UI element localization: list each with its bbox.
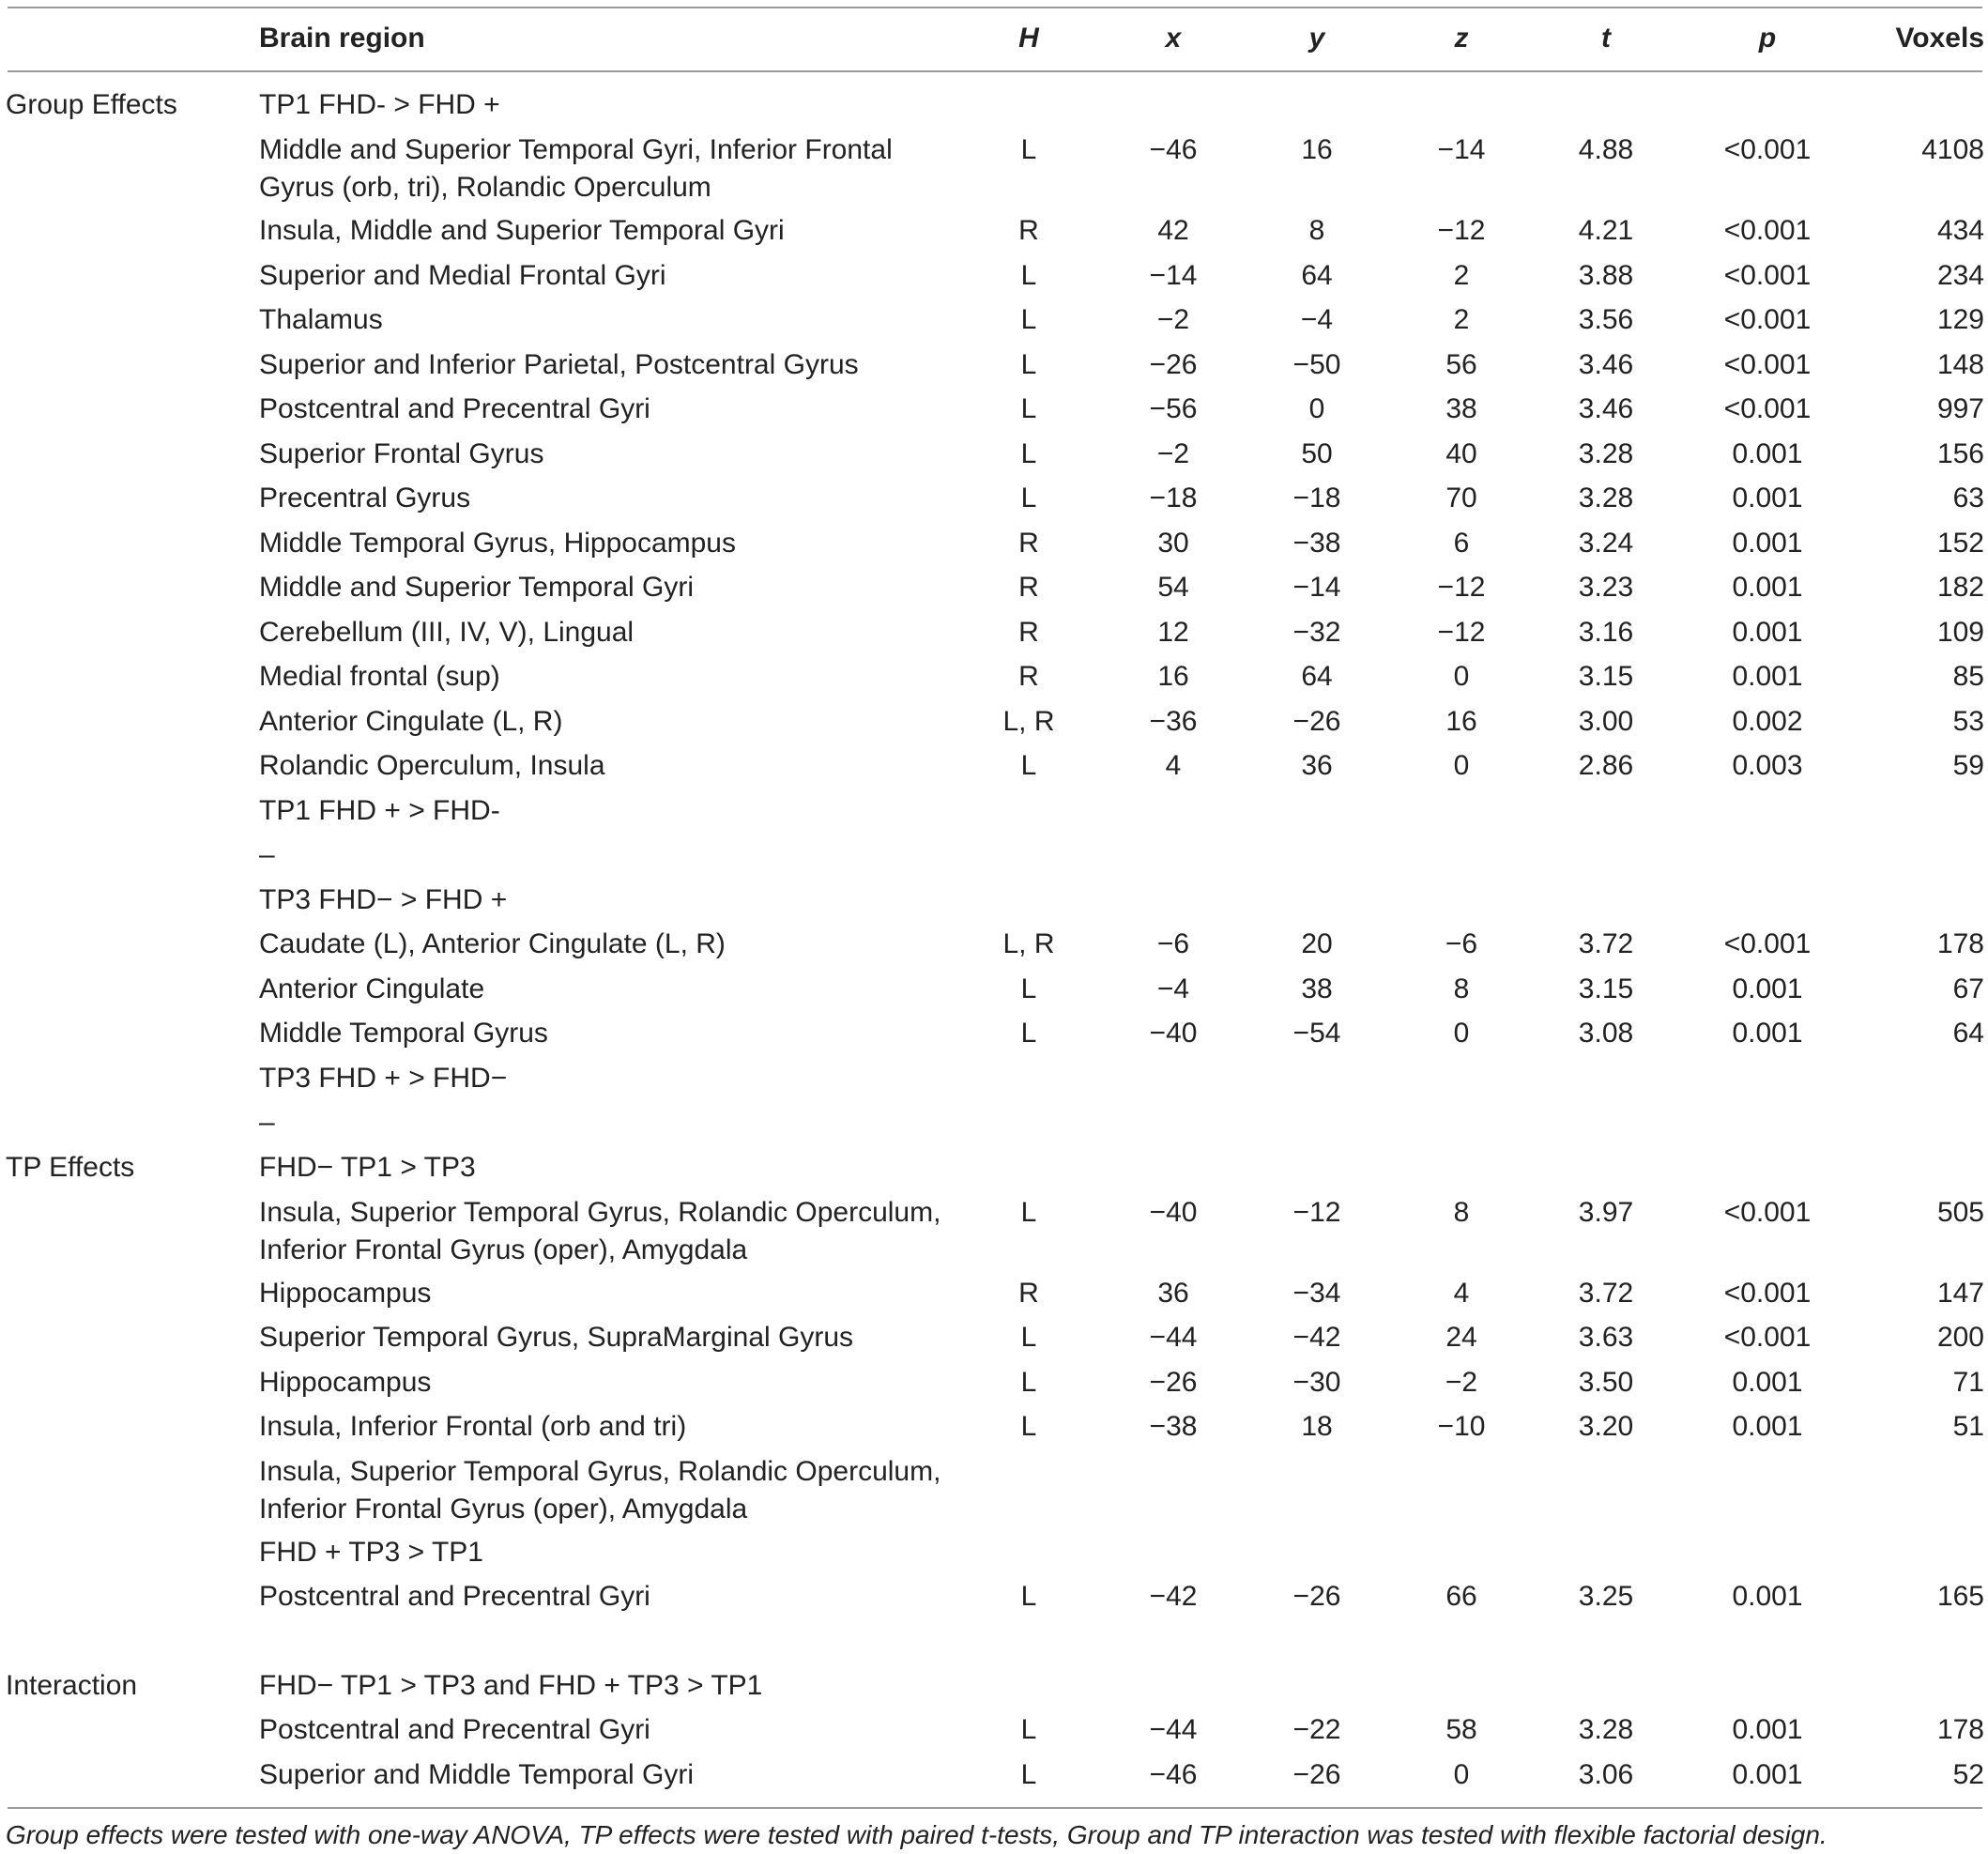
- group-label: Group Effects: [6, 89, 177, 120]
- brain-region-cell: Superior Temporal Gyrus, SupraMarginal Gyrus: [259, 1322, 854, 1353]
- t-value-cell: 3.06: [1578, 1759, 1634, 1790]
- p-value-cell: 0.001: [1732, 661, 1803, 692]
- p-value-cell: 0.001: [1732, 1411, 1803, 1442]
- t-value-cell: 3.15: [1578, 661, 1634, 692]
- x-coordinate-cell: −56: [1149, 393, 1198, 424]
- voxels-cell: 178: [1936, 928, 1984, 959]
- x-coordinate-cell: −14: [1149, 260, 1198, 291]
- p-value-cell: 0.001: [1732, 483, 1803, 513]
- y-coordinate-cell: −26: [1292, 1581, 1341, 1612]
- x-coordinate-cell: −44: [1149, 1322, 1198, 1353]
- p-value-cell: <0.001: [1723, 134, 1812, 165]
- t-value-cell: 3.23: [1578, 572, 1634, 603]
- voxels-cell: 178: [1936, 1714, 1984, 1745]
- x-coordinate-cell: −42: [1149, 1581, 1198, 1612]
- header-t: t: [1601, 23, 1611, 54]
- t-value-cell: 3.72: [1578, 928, 1634, 959]
- z-coordinate-cell: 56: [1445, 349, 1477, 380]
- brain-region-cell: Superior and Inferior Parietal, Postcentral Gyrus: [259, 349, 859, 380]
- brain-region-cell: Postcentral and Precentral Gyri: [259, 393, 650, 424]
- hemisphere-cell: L: [1020, 1322, 1037, 1353]
- bottom-rule: [8, 1807, 1982, 1809]
- hemisphere-cell: R: [1018, 1278, 1039, 1309]
- t-value-cell: 3.08: [1578, 1018, 1634, 1049]
- brain-region-cell: FHD + TP3 > TP1: [259, 1537, 483, 1568]
- brain-region-cell: Middle and Superior Temporal Gyri, Inferior Frontal: [259, 134, 893, 165]
- hemisphere-cell: L, R: [1002, 928, 1055, 959]
- voxels-cell: 234: [1936, 260, 1984, 291]
- hemisphere-cell: R: [1018, 572, 1039, 603]
- brain-region-cell: FHD− TP1 > TP3 and FHD + TP3 > TP1: [259, 1670, 763, 1701]
- p-value-cell: <0.001: [1723, 304, 1812, 335]
- y-coordinate-cell: 18: [1301, 1411, 1333, 1442]
- t-value-cell: 3.16: [1578, 617, 1634, 648]
- x-coordinate-cell: 42: [1157, 215, 1189, 246]
- brain-region-cell: TP1 FHD + > FHD-: [259, 795, 500, 826]
- voxels-cell: 85: [1952, 661, 1984, 692]
- z-coordinate-cell: 2: [1453, 260, 1470, 291]
- voxels-cell: 147: [1936, 1278, 1984, 1309]
- brain-region-cell: Cerebellum (III, IV, V), Lingual: [259, 617, 635, 648]
- t-value-cell: 3.28: [1578, 1714, 1634, 1745]
- p-value-cell: 0.001: [1732, 528, 1803, 559]
- voxels-cell: 434: [1936, 215, 1984, 246]
- p-value-cell: <0.001: [1723, 928, 1812, 959]
- p-value-cell: 0.001: [1732, 1367, 1803, 1398]
- brain-region-cell: Insula, Superior Temporal Gyrus, Rolandic Operculum,: [259, 1456, 941, 1487]
- t-value-cell: 3.63: [1578, 1322, 1634, 1353]
- p-value-cell: 0.001: [1732, 572, 1803, 603]
- hemisphere-cell: L: [1020, 1018, 1037, 1049]
- brain-region-cell: Middle and Superior Temporal Gyri: [259, 572, 694, 603]
- x-coordinate-cell: −46: [1149, 1759, 1198, 1790]
- t-value-cell: 3.50: [1578, 1367, 1634, 1398]
- p-value-cell: 0.001: [1732, 617, 1803, 648]
- t-value-cell: 3.28: [1578, 483, 1634, 513]
- y-coordinate-cell: 50: [1301, 438, 1333, 469]
- brain-region-cell: Precentral Gyrus: [259, 483, 471, 513]
- x-coordinate-cell: −44: [1149, 1714, 1198, 1745]
- brain-region-cell: TP3 FHD− > FHD +: [259, 884, 508, 915]
- t-value-cell: 3.72: [1578, 1278, 1634, 1309]
- x-coordinate-cell: −26: [1149, 349, 1198, 380]
- voxels-cell: 200: [1936, 1322, 1984, 1353]
- y-coordinate-cell: 20: [1301, 928, 1333, 959]
- voxels-cell: 52: [1952, 1759, 1984, 1790]
- hemisphere-cell: L: [1020, 1714, 1037, 1745]
- hemisphere-cell: L: [1020, 1367, 1037, 1398]
- x-coordinate-cell: −4: [1156, 973, 1190, 1004]
- voxels-cell: 182: [1936, 572, 1984, 603]
- brain-region-cell: Superior Frontal Gyrus: [259, 438, 544, 469]
- brain-region-cell: Hippocampus: [259, 1367, 432, 1398]
- x-coordinate-cell: −40: [1149, 1018, 1198, 1049]
- y-coordinate-cell: −34: [1292, 1278, 1341, 1309]
- x-coordinate-cell: −2: [1156, 438, 1190, 469]
- voxels-cell: 4108: [1921, 134, 1984, 165]
- hemisphere-cell: L: [1020, 483, 1037, 513]
- t-value-cell: 3.46: [1578, 393, 1634, 424]
- z-coordinate-cell: 58: [1445, 1714, 1477, 1745]
- p-value-cell: <0.001: [1723, 260, 1812, 291]
- z-coordinate-cell: 8: [1453, 1197, 1470, 1228]
- y-coordinate-cell: −12: [1292, 1197, 1341, 1228]
- brain-region-cell: Anterior Cingulate (L, R): [259, 706, 563, 737]
- y-coordinate-cell: −54: [1292, 1018, 1341, 1049]
- voxels-cell: 59: [1952, 750, 1984, 781]
- y-coordinate-cell: −26: [1292, 1759, 1341, 1790]
- table-footnote: Group effects were tested with one-way ANOVA, TP effects were tested with paired t-tests, Group and TP interaction was tested with flexible factorial design.: [6, 1820, 1827, 1849]
- voxels-cell: 152: [1936, 528, 1984, 559]
- t-value-cell: 3.25: [1578, 1581, 1634, 1612]
- p-value-cell: 0.001: [1732, 438, 1803, 469]
- brain-region-cell: Hippocampus: [259, 1278, 432, 1309]
- y-coordinate-cell: 0: [1308, 393, 1325, 424]
- z-coordinate-cell: 2: [1453, 304, 1470, 335]
- brain-region-cell: Insula, Middle and Superior Temporal Gyri: [259, 215, 785, 246]
- hemisphere-cell: L: [1020, 973, 1037, 1004]
- hemisphere-cell: L: [1020, 260, 1037, 291]
- brain-region-cell: –: [259, 1107, 275, 1138]
- x-coordinate-cell: 36: [1157, 1278, 1189, 1309]
- x-coordinate-cell: −38: [1149, 1411, 1198, 1442]
- hemisphere-cell: L: [1020, 134, 1037, 165]
- z-coordinate-cell: 16: [1445, 706, 1477, 737]
- z-coordinate-cell: 0: [1453, 1759, 1470, 1790]
- y-coordinate-cell: −22: [1292, 1714, 1341, 1745]
- hemisphere-cell: L: [1020, 1197, 1037, 1228]
- x-coordinate-cell: −46: [1149, 134, 1198, 165]
- brain-region-cell: TP1 FHD- > FHD +: [259, 89, 500, 120]
- header-brain-region: Brain region: [259, 23, 425, 54]
- header-voxels: Voxels: [1895, 23, 1984, 54]
- brain-region-cell: TP3 FHD + > FHD−: [259, 1063, 508, 1094]
- header-z: z: [1454, 23, 1469, 54]
- hemisphere-cell: R: [1018, 661, 1039, 692]
- z-coordinate-cell: −2: [1445, 1367, 1478, 1398]
- y-coordinate-cell: −42: [1292, 1322, 1341, 1353]
- p-value-cell: <0.001: [1723, 1278, 1812, 1309]
- voxels-cell: 51: [1952, 1411, 1984, 1442]
- group-label: TP Effects: [6, 1152, 135, 1183]
- t-value-cell: 3.15: [1578, 973, 1634, 1004]
- z-coordinate-cell: −12: [1437, 215, 1486, 246]
- x-coordinate-cell: 30: [1157, 528, 1189, 559]
- brain-region-cell: Postcentral and Precentral Gyri: [259, 1714, 650, 1745]
- y-coordinate-cell: −4: [1300, 304, 1334, 335]
- z-coordinate-cell: 0: [1453, 750, 1470, 781]
- p-value-cell: 0.001: [1732, 1759, 1803, 1790]
- voxels-cell: 165: [1936, 1581, 1984, 1612]
- t-value-cell: 3.56: [1578, 304, 1634, 335]
- t-value-cell: 3.28: [1578, 438, 1634, 469]
- p-value-cell: 0.002: [1732, 706, 1803, 737]
- header-y: y: [1308, 23, 1325, 54]
- z-coordinate-cell: 0: [1453, 661, 1470, 692]
- z-coordinate-cell: 24: [1445, 1322, 1477, 1353]
- voxels-cell: 148: [1936, 349, 1984, 380]
- hemisphere-cell: L: [1020, 1759, 1037, 1790]
- t-value-cell: 3.97: [1578, 1197, 1634, 1228]
- brain-region-cell: Superior and Middle Temporal Gyri: [259, 1759, 694, 1790]
- y-coordinate-cell: 64: [1301, 661, 1333, 692]
- brain-region-cell: Inferior Frontal Gyrus (oper), Amygdala: [259, 1234, 748, 1265]
- voxels-cell: 156: [1936, 438, 1984, 469]
- brain-region-cell: Superior and Medial Frontal Gyri: [259, 260, 666, 291]
- p-value-cell: 0.001: [1732, 1714, 1803, 1745]
- brain-region-cell: Middle Temporal Gyrus, Hippocampus: [259, 528, 736, 559]
- x-coordinate-cell: 12: [1157, 617, 1189, 648]
- hemisphere-cell: L: [1020, 1411, 1037, 1442]
- brain-region-cell: Middle Temporal Gyrus: [259, 1018, 548, 1049]
- y-coordinate-cell: 36: [1301, 750, 1333, 781]
- z-coordinate-cell: −12: [1437, 572, 1486, 603]
- p-value-cell: <0.001: [1723, 1322, 1812, 1353]
- x-coordinate-cell: −40: [1149, 1197, 1198, 1228]
- brain-region-cell: Insula, Superior Temporal Gyrus, Rolandic Operculum,: [259, 1197, 941, 1228]
- p-value-cell: <0.001: [1723, 215, 1812, 246]
- y-coordinate-cell: 64: [1301, 260, 1333, 291]
- brain-region-cell: Thalamus: [259, 304, 383, 335]
- x-coordinate-cell: −2: [1156, 304, 1190, 335]
- brain-region-cell: –: [259, 839, 275, 870]
- p-value-cell: 0.001: [1732, 973, 1803, 1004]
- hemisphere-cell: L, R: [1002, 706, 1055, 737]
- brain-region-cell: Inferior Frontal Gyrus (oper), Amygdala: [259, 1494, 748, 1525]
- p-value-cell: 0.001: [1732, 1581, 1803, 1612]
- header-h: H: [1018, 23, 1039, 54]
- header-x: x: [1165, 23, 1182, 54]
- y-coordinate-cell: −50: [1292, 349, 1341, 380]
- x-coordinate-cell: 4: [1165, 750, 1182, 781]
- t-value-cell: 3.20: [1578, 1411, 1634, 1442]
- y-coordinate-cell: 16: [1301, 134, 1333, 165]
- x-coordinate-cell: 54: [1157, 572, 1189, 603]
- x-coordinate-cell: 16: [1157, 661, 1189, 692]
- hemisphere-cell: L: [1020, 1581, 1037, 1612]
- voxels-cell: 53: [1952, 706, 1984, 737]
- p-value-cell: <0.001: [1723, 349, 1812, 380]
- voxels-cell: 109: [1936, 617, 1984, 648]
- voxels-cell: 64: [1952, 1018, 1984, 1049]
- z-coordinate-cell: 70: [1445, 483, 1477, 513]
- brain-region-cell: Insula, Inferior Frontal (orb and tri): [259, 1411, 687, 1442]
- p-value-cell: 0.001: [1732, 1018, 1803, 1049]
- y-coordinate-cell: −38: [1292, 528, 1341, 559]
- y-coordinate-cell: 38: [1301, 973, 1333, 1004]
- t-value-cell: 3.24: [1578, 528, 1634, 559]
- hemisphere-cell: R: [1018, 528, 1039, 559]
- voxels-cell: 505: [1936, 1197, 1984, 1228]
- brain-region-cell: Rolandic Operculum, Insula: [259, 750, 605, 781]
- x-coordinate-cell: −6: [1156, 928, 1190, 959]
- p-value-cell: 0.003: [1732, 750, 1803, 781]
- header-rule: [8, 70, 1982, 72]
- z-coordinate-cell: −14: [1437, 134, 1486, 165]
- voxels-cell: 129: [1936, 304, 1984, 335]
- hemisphere-cell: R: [1018, 215, 1039, 246]
- voxels-cell: 63: [1952, 483, 1984, 513]
- z-coordinate-cell: 66: [1445, 1581, 1477, 1612]
- hemisphere-cell: L: [1020, 304, 1037, 335]
- z-coordinate-cell: −12: [1437, 617, 1486, 648]
- t-value-cell: 4.88: [1578, 134, 1634, 165]
- y-coordinate-cell: −30: [1292, 1367, 1341, 1398]
- t-value-cell: 4.21: [1578, 215, 1634, 246]
- y-coordinate-cell: −14: [1292, 572, 1341, 603]
- x-coordinate-cell: −18: [1149, 483, 1198, 513]
- t-value-cell: 3.46: [1578, 349, 1634, 380]
- t-value-cell: 3.88: [1578, 260, 1634, 291]
- p-value-cell: <0.001: [1723, 393, 1812, 424]
- voxels-cell: 67: [1952, 973, 1984, 1004]
- z-coordinate-cell: −10: [1437, 1411, 1486, 1442]
- z-coordinate-cell: 4: [1453, 1278, 1470, 1309]
- hemisphere-cell: L: [1020, 349, 1037, 380]
- brain-region-cell: Gyrus (orb, tri), Rolandic Operculum: [259, 172, 711, 203]
- z-coordinate-cell: 40: [1445, 438, 1477, 469]
- t-value-cell: 2.86: [1578, 750, 1634, 781]
- top-rule: [8, 7, 1982, 8]
- z-coordinate-cell: −6: [1445, 928, 1478, 959]
- p-value-cell: <0.001: [1723, 1197, 1812, 1228]
- z-coordinate-cell: 38: [1445, 393, 1477, 424]
- x-coordinate-cell: −26: [1149, 1367, 1198, 1398]
- brain-region-cell: Caudate (L), Anterior Cingulate (L, R): [259, 928, 726, 959]
- y-coordinate-cell: −26: [1292, 706, 1341, 737]
- z-coordinate-cell: 8: [1453, 973, 1470, 1004]
- voxels-cell: 71: [1952, 1367, 1984, 1398]
- y-coordinate-cell: 8: [1308, 215, 1325, 246]
- hemisphere-cell: L: [1020, 750, 1037, 781]
- brain-region-cell: Medial frontal (sup): [259, 661, 500, 692]
- x-coordinate-cell: −36: [1149, 706, 1198, 737]
- hemisphere-cell: R: [1018, 617, 1039, 648]
- z-coordinate-cell: 6: [1453, 528, 1470, 559]
- header-p: p: [1758, 23, 1777, 54]
- t-value-cell: 3.00: [1578, 706, 1634, 737]
- brain-region-cell: FHD− TP1 > TP3: [259, 1152, 476, 1183]
- brain-region-cell: Anterior Cingulate: [259, 973, 485, 1004]
- voxels-cell: 997: [1936, 393, 1984, 424]
- z-coordinate-cell: 0: [1453, 1018, 1470, 1049]
- y-coordinate-cell: −18: [1292, 483, 1341, 513]
- brain-region-cell: Postcentral and Precentral Gyri: [259, 1581, 650, 1612]
- hemisphere-cell: L: [1020, 393, 1037, 424]
- hemisphere-cell: L: [1020, 438, 1037, 469]
- y-coordinate-cell: −32: [1292, 617, 1341, 648]
- group-label: Interaction: [6, 1670, 138, 1701]
